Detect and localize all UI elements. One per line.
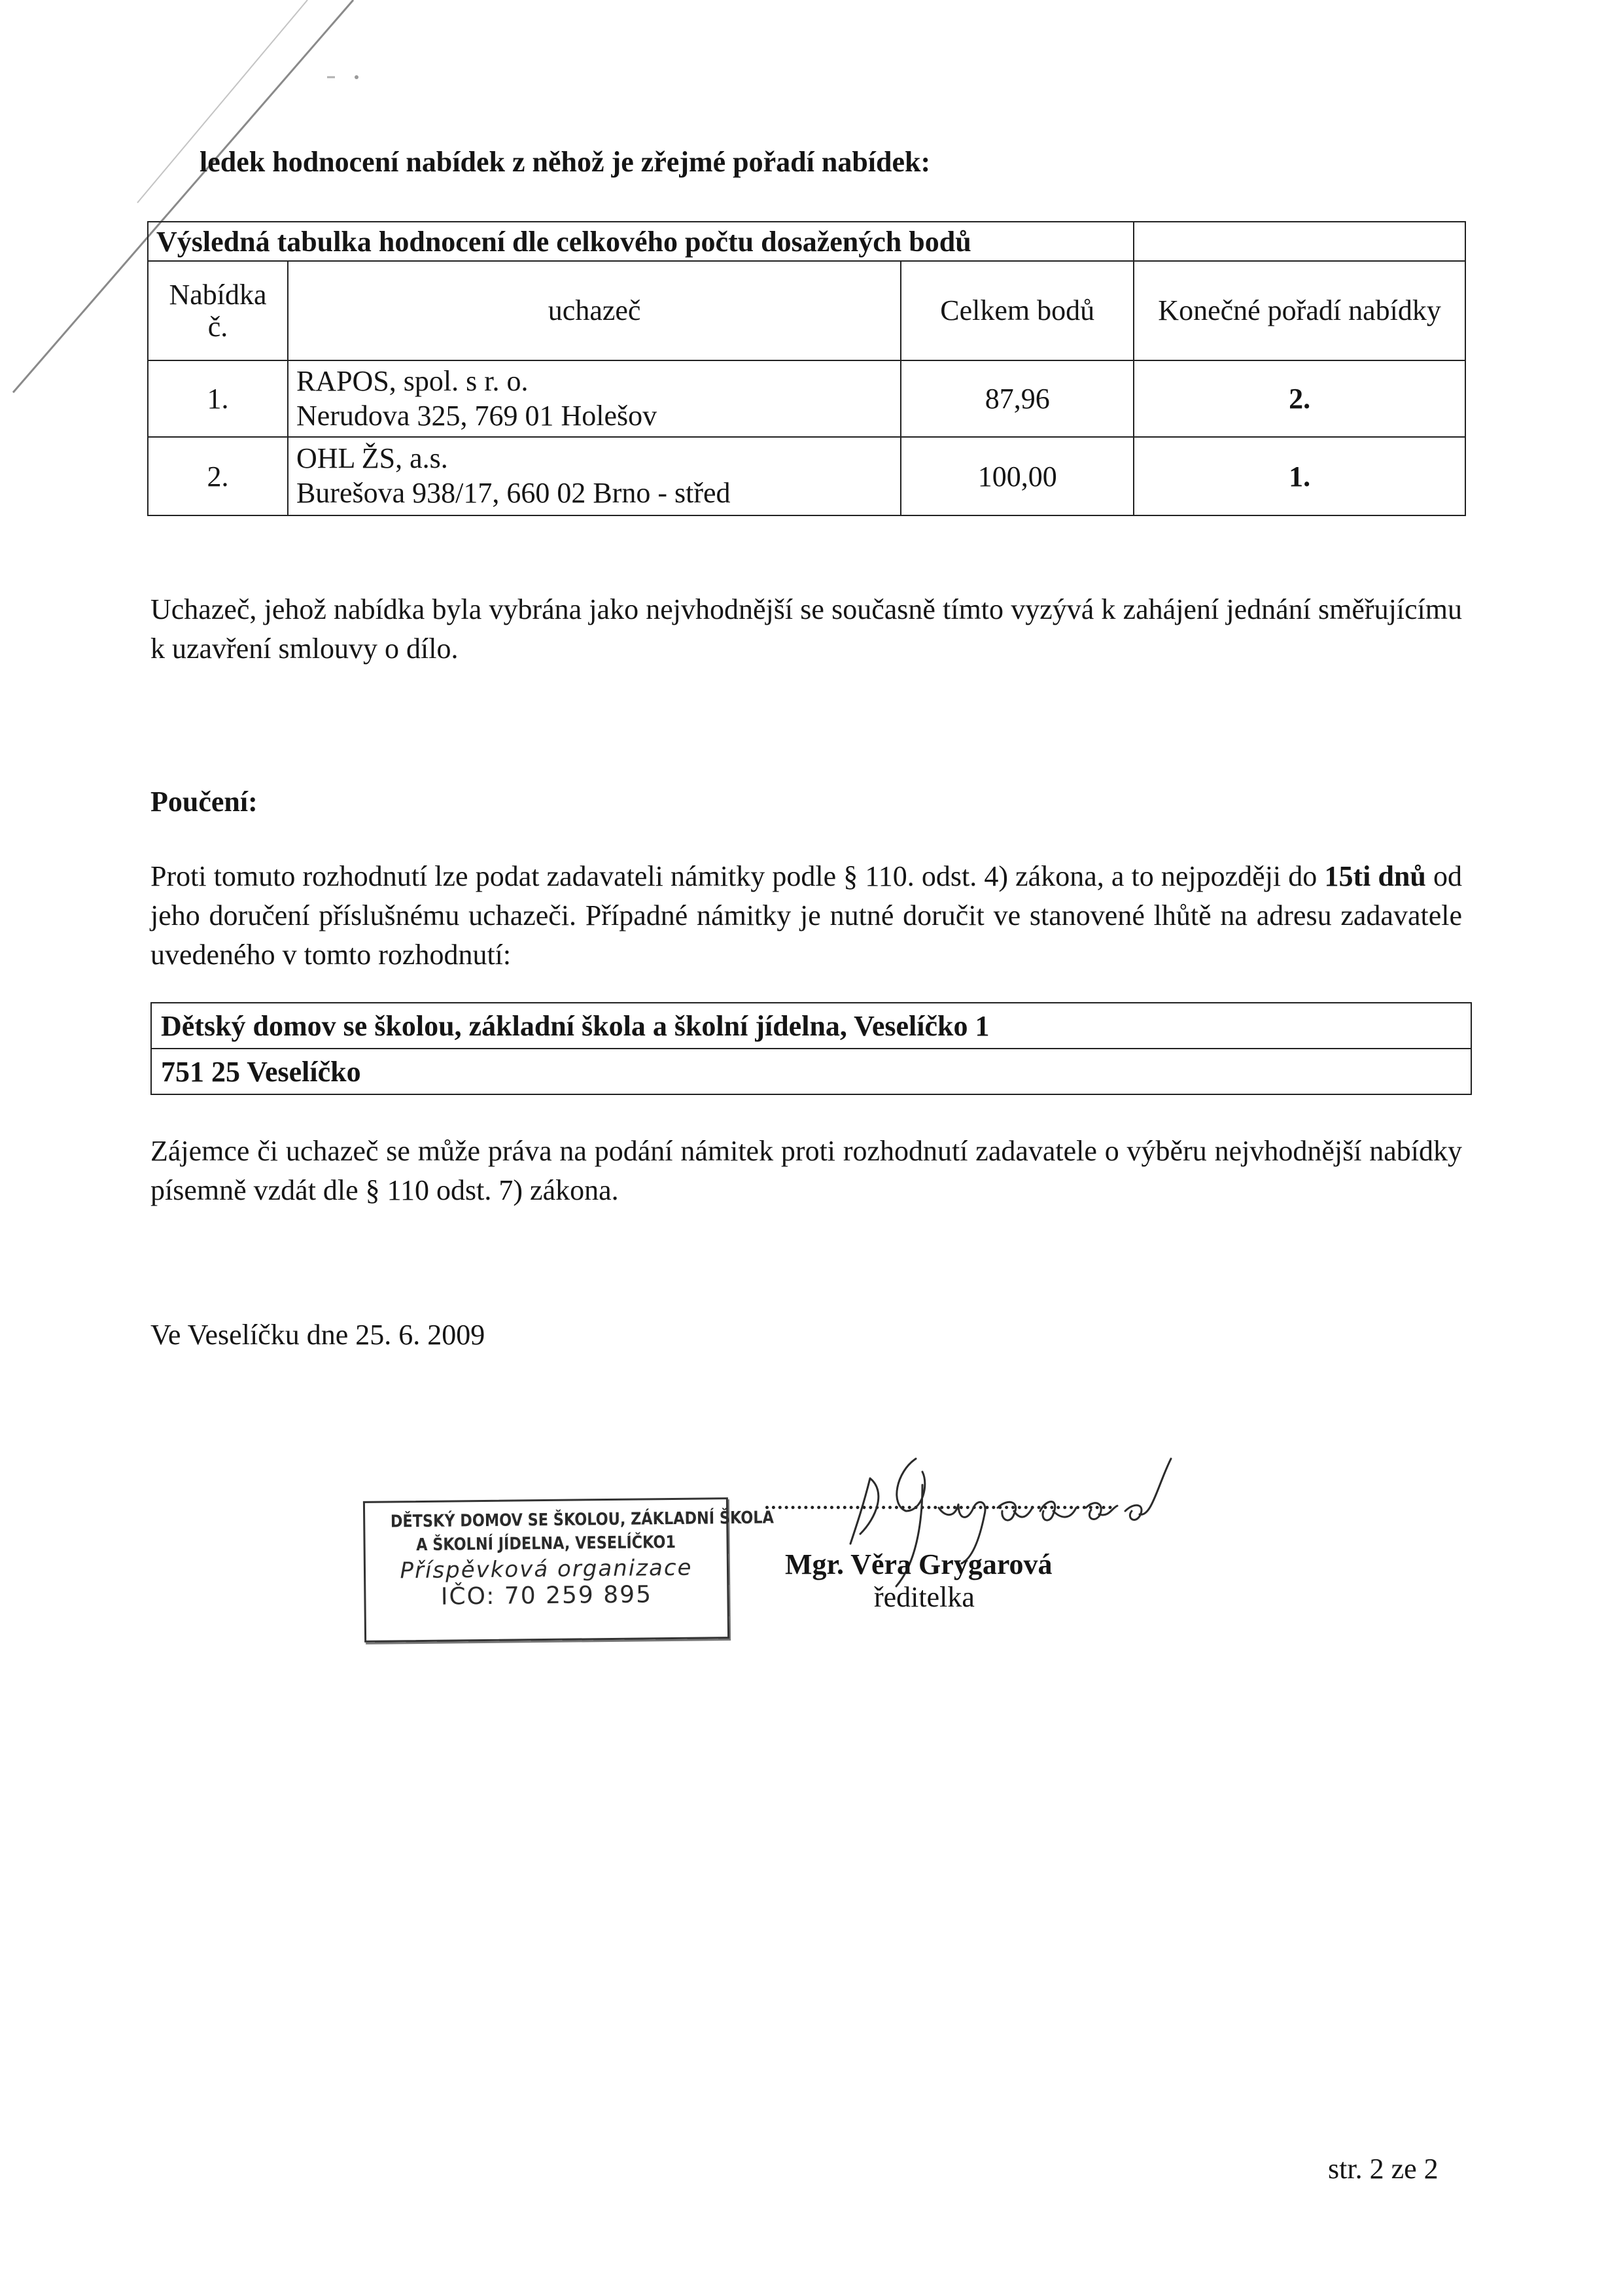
address-line-1: Dětský domov se školou, základní škola a školní jídelna, Veselíčko 1 [151, 1003, 1471, 1049]
offer-number: 2. [148, 437, 288, 515]
contracting-authority-address-box [150, 1002, 1472, 1095]
selected-offer-paragraph: Uchazeč, jehož nabídka byla vybrána jako nejvhodnější se současně tímto vyzývá k zahájení jednání směřujícímu k uzavření smlouvy o dílo. [150, 593, 1462, 665]
bidder-cell [288, 360, 901, 437]
total-points: 100,00 [901, 437, 1134, 515]
instruction-deadline: 15ti dnů [1324, 860, 1426, 892]
header-offer-number [148, 261, 288, 360]
header-total-points: Celkem bodů [901, 261, 1134, 360]
offer-number: 1. [148, 360, 288, 437]
signatory-name: Mgr. Věra Grygarová [785, 1548, 1053, 1580]
final-rank: 2. [1134, 360, 1465, 437]
total-points: 87,96 [901, 360, 1134, 437]
signatory-role: ředitelka [874, 1581, 975, 1613]
section-heading: ledek hodnocení nabídek z něhož je zřejmé pořadí nabídek: [200, 146, 931, 178]
stamp-line-1: DĚTSKÝ DOMOV SE ŠKOLOU, ZÁKLADNÍ ŠKOLA [390, 1508, 775, 1532]
stamp-line-4: IČO: 70 259 895 [440, 1581, 653, 1610]
date-line: Ve Veselíčku dne 25. 6. 2009 [150, 1319, 485, 1351]
instruction-text-part1: Proti tomuto rozhodnutí lze podat zadavateli námitky podle § 110. odst. 4) zákona, a to nejpozději do [150, 860, 1325, 892]
instruction-label: Poučení: [150, 786, 258, 818]
instruction-text-part2: od jeho doručení příslušnému uchazeči. Případné námitky je nutné doručit ve stanovené lhůtě na adresu zadavatele uvedeného v tomto rozhodnutí: [150, 860, 1463, 971]
bidder-cell [288, 437, 901, 515]
header-bidder: uchazeč [288, 261, 901, 360]
header-final-rank: Konečné pořadí nabídky [1134, 261, 1465, 360]
instruction-paragraph [150, 857, 1462, 975]
bidder-address: Burešova 938/17, 660 02 Brno - střed [296, 477, 731, 509]
page-number: str. 2 ze 2 [1328, 2153, 1439, 2185]
stamp-line-3: Příspěvková organizace [400, 1554, 693, 1584]
table-row [148, 437, 1465, 515]
table-row [148, 360, 1465, 437]
bidder-name: RAPOS, spol. s r. o. [296, 364, 529, 397]
final-rank: 1. [1134, 437, 1465, 515]
institution-stamp [363, 1497, 775, 1643]
bidder-address: Nerudova 325, 769 01 Holešov [296, 399, 657, 432]
results-table-title-empty-cell [1134, 222, 1465, 261]
header-offer-number-line2: č. [207, 311, 228, 343]
address-line-2: 751 25 Veselíčko [151, 1049, 1471, 1094]
waiver-paragraph: Zájemce či uchazeč se může práva na podání námitek proti rozhodnutí zadavatele o výběru nejvhodnější nabídky písemně vzdát dle § 110 odst. 7) zákona. [150, 1135, 1462, 1206]
results-table-title: Výsledná tabulka hodnocení dle celkového počtu dosažených bodů [148, 222, 1134, 261]
bidder-name: OHL ŽS, a.s. [296, 442, 448, 475]
stamp-line-2: A ŠKOLNÍ JÍDELNA, VESELÍČKO1 [416, 1532, 676, 1556]
results-table [147, 221, 1466, 516]
header-offer-number-line1: Nabídka [169, 278, 267, 311]
